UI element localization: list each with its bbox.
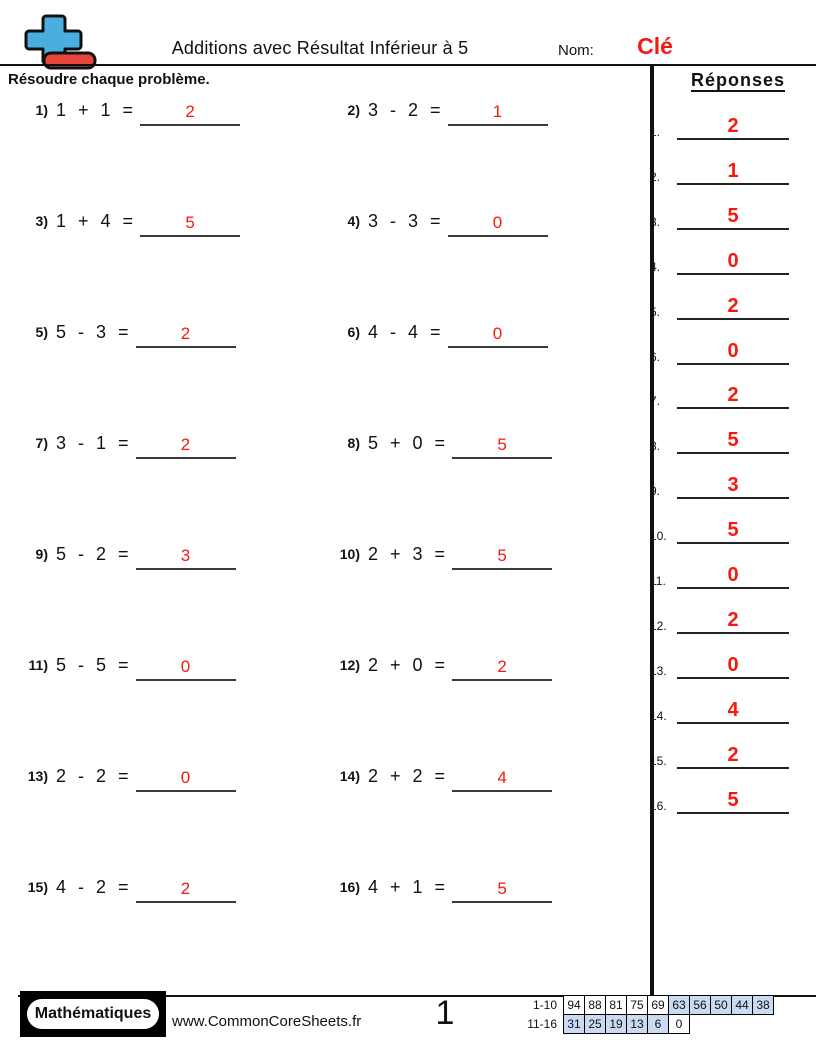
problem-expression: 5 - 2 = xyxy=(56,544,129,564)
problem-answer-line xyxy=(136,435,236,459)
answer-row-7 xyxy=(650,384,789,409)
answer-row-9 xyxy=(650,474,789,499)
problem-answer: 5 xyxy=(497,435,507,454)
problem-answer: 1 xyxy=(492,102,503,121)
answer-row-16 xyxy=(650,789,789,814)
answer-row-11 xyxy=(650,564,789,589)
problem-15 xyxy=(0,877,236,903)
answer-row-12 xyxy=(650,609,789,634)
answer-line xyxy=(677,250,789,275)
answer-number: 6. xyxy=(650,349,661,364)
score-cell: 13 xyxy=(626,1014,648,1034)
problem-expression: 1 + 1 = xyxy=(56,100,134,120)
name-value: Clé xyxy=(637,33,673,59)
score-cell: 88 xyxy=(584,995,606,1015)
problem-answer: 5 xyxy=(497,879,507,898)
problem-answer-line xyxy=(452,435,552,459)
problem-number: 2) xyxy=(347,102,360,118)
problem-number: 8) xyxy=(347,435,360,451)
answer-row-1 xyxy=(650,115,789,140)
answer-value: 1 xyxy=(727,159,739,182)
problem-14 xyxy=(312,766,552,792)
problem-expression: 3 - 3 = xyxy=(368,211,441,231)
problem-expression: 2 + 2 = xyxy=(368,766,446,786)
website-link: www.CommonCoreSheets.fr xyxy=(172,1013,362,1030)
problem-answer-line xyxy=(452,768,552,792)
problem-answer-line xyxy=(448,102,548,126)
answer-line xyxy=(677,384,789,409)
brand-label: Mathématiques xyxy=(24,996,162,1032)
problem-expression: 2 + 3 = xyxy=(368,544,446,564)
answer-number: 1. xyxy=(650,125,661,139)
problem-number: 9) xyxy=(35,546,48,562)
score-cell: 31 xyxy=(563,1014,585,1034)
answer-value: 0 xyxy=(727,564,739,586)
problem-2 xyxy=(312,100,548,126)
answer-row-14 xyxy=(650,699,789,724)
problem-answer: 5 xyxy=(497,546,507,565)
score-cell: 44 xyxy=(731,995,753,1015)
answer-line xyxy=(677,654,789,679)
answer-line xyxy=(677,429,789,454)
answer-value: 2 xyxy=(727,115,739,137)
answer-row-5 xyxy=(650,295,789,320)
answer-value: 2 xyxy=(727,384,739,407)
answer-line xyxy=(677,609,789,634)
answer-number: 14. xyxy=(650,708,667,723)
score-cell: 6 xyxy=(647,1014,669,1034)
problem-number: 12) xyxy=(339,657,360,673)
answer-number: 5. xyxy=(650,304,661,319)
answer-line xyxy=(677,205,789,230)
brand-logo xyxy=(20,991,166,1037)
score-cell: 38 xyxy=(752,995,774,1015)
answer-row-8 xyxy=(650,429,789,454)
answer-value: 5 xyxy=(727,204,739,227)
problem-answer-line xyxy=(140,102,240,126)
answer-line xyxy=(677,295,789,320)
problem-number: 7) xyxy=(35,435,48,451)
problem-number: 16) xyxy=(339,879,360,895)
answer-row-13 xyxy=(650,654,789,679)
problem-number: 1) xyxy=(35,102,48,118)
answer-line xyxy=(677,789,789,814)
problem-11 xyxy=(0,655,236,681)
score-cell: 94 xyxy=(563,995,585,1015)
worksheet-title: Additions avec Résultat Inférieur à 5 xyxy=(171,38,469,58)
problem-number: 3) xyxy=(35,213,48,229)
answer-number: 3. xyxy=(650,214,661,229)
problem-3 xyxy=(0,211,240,237)
problem-expression: 3 - 1 = xyxy=(56,433,129,453)
problem-expression: 4 - 2 = xyxy=(56,877,129,897)
problem-6 xyxy=(312,322,548,348)
problem-answer: 4 xyxy=(497,768,507,787)
answer-line xyxy=(677,115,789,140)
problem-expression: 1 + 4 = xyxy=(56,211,134,231)
answer-line xyxy=(677,699,789,724)
problem-number: 14) xyxy=(339,768,360,784)
problem-9 xyxy=(0,544,236,570)
problem-expression: 4 + 1 = xyxy=(368,877,446,897)
instruction-text: Résoudre chaque problème. xyxy=(8,71,210,88)
score-row-label: 11-16 xyxy=(527,1017,557,1031)
answer-line xyxy=(677,564,789,589)
problem-answer-line xyxy=(448,324,548,348)
problem-number: 10) xyxy=(339,546,360,562)
problem-number: 11) xyxy=(28,657,48,673)
answer-line xyxy=(677,474,789,499)
problem-expression: 5 - 5 = xyxy=(56,655,129,675)
problem-expression: 3 - 2 = xyxy=(368,100,441,120)
answer-row-15 xyxy=(650,744,789,769)
answer-line xyxy=(677,340,789,365)
problem-expression: 2 + 0 = xyxy=(368,655,446,675)
problem-answer: 2 xyxy=(180,324,191,343)
header-divider xyxy=(0,64,816,66)
answer-line xyxy=(677,160,789,185)
answer-number: 8. xyxy=(650,439,661,454)
score-cell: 69 xyxy=(647,995,669,1015)
problem-answer-line xyxy=(136,879,236,903)
answer-value: 5 xyxy=(727,429,739,452)
answer-row-10 xyxy=(650,519,789,544)
score-cell: 0 xyxy=(668,1014,690,1034)
problem-7 xyxy=(0,433,236,459)
answer-number: 11. xyxy=(650,574,666,588)
problem-number: 5) xyxy=(35,324,48,340)
answer-number: 7. xyxy=(650,394,661,409)
problem-answer-line xyxy=(448,213,548,237)
problem-answer: 0 xyxy=(180,768,191,787)
score-cell: 50 xyxy=(710,995,732,1015)
score-cell: 81 xyxy=(605,995,627,1015)
problem-13 xyxy=(0,766,236,792)
problem-4 xyxy=(312,211,548,237)
answer-value: 2 xyxy=(727,294,739,317)
problem-answer: 0 xyxy=(180,657,191,676)
answer-value: 5 xyxy=(727,788,739,811)
problem-8 xyxy=(312,433,552,459)
answer-row-2 xyxy=(650,160,789,185)
problem-answer: 0 xyxy=(492,213,503,232)
problem-expression: 5 - 3 = xyxy=(56,322,129,342)
problem-answer-line xyxy=(136,324,236,348)
problem-expression: 4 - 4 = xyxy=(368,322,441,342)
score-row-1-cells xyxy=(563,995,774,1015)
answer-value: 5 xyxy=(727,519,739,542)
problem-answer: 2 xyxy=(180,879,191,898)
problem-answer-line xyxy=(136,657,236,681)
score-row-2-cells xyxy=(563,1014,690,1034)
score-cell: 56 xyxy=(689,995,711,1015)
score-cell: 19 xyxy=(605,1014,627,1034)
score-row-label: 1-10 xyxy=(532,998,557,1012)
problem-answer-line xyxy=(136,546,236,570)
problem-answer: 2 xyxy=(497,657,507,676)
problem-answer: 2 xyxy=(180,435,191,454)
score-cell: 25 xyxy=(584,1014,606,1034)
answer-number: 12. xyxy=(650,618,667,633)
answer-line xyxy=(677,519,789,544)
answer-row-3 xyxy=(650,205,789,230)
answer-value: 0 xyxy=(727,339,739,362)
name-label: Nom: xyxy=(558,42,594,59)
answer-number: 15. xyxy=(650,753,667,768)
answer-number: 2. xyxy=(650,169,661,184)
page-number: 1 xyxy=(435,994,455,1032)
problem-number: 6) xyxy=(347,324,360,340)
problem-12 xyxy=(312,655,552,681)
problem-expression: 2 - 2 = xyxy=(56,766,129,786)
problem-answer-line xyxy=(136,768,236,792)
problem-answer-line xyxy=(452,879,552,903)
answer-row-6 xyxy=(650,340,789,365)
score-cell: 63 xyxy=(668,995,690,1015)
problem-5 xyxy=(0,322,236,348)
answer-number: 16. xyxy=(650,798,667,813)
answers-panel-title: Réponses xyxy=(690,70,786,90)
problem-answer: 2 xyxy=(185,102,195,121)
problem-answer-line xyxy=(452,657,552,681)
answer-number: 10. xyxy=(650,529,667,544)
problem-number: 15) xyxy=(27,879,48,895)
answer-value: 4 xyxy=(727,698,739,721)
answer-value: 2 xyxy=(727,743,739,766)
problem-answer: 3 xyxy=(180,546,191,565)
answer-value: 2 xyxy=(727,608,739,631)
answer-value: 0 xyxy=(727,653,739,676)
answer-number: 9. xyxy=(650,484,661,499)
problem-expression: 5 + 0 = xyxy=(368,433,446,453)
answer-line xyxy=(677,744,789,769)
problem-answer: 0 xyxy=(492,324,503,343)
answer-number: 13. xyxy=(650,663,667,678)
answer-value: 3 xyxy=(727,474,739,497)
problem-answer-line xyxy=(140,213,240,237)
problem-answer: 5 xyxy=(185,213,195,232)
problem-16 xyxy=(312,877,552,903)
problem-number: 13) xyxy=(27,768,48,784)
problem-answer-line xyxy=(452,546,552,570)
problem-1 xyxy=(0,100,240,126)
answer-row-4 xyxy=(650,250,789,275)
problem-10 xyxy=(312,544,552,570)
answer-number: 4. xyxy=(650,259,661,274)
problem-number: 4) xyxy=(347,213,360,229)
answer-value: 0 xyxy=(727,249,739,272)
score-cell: 75 xyxy=(626,995,648,1015)
